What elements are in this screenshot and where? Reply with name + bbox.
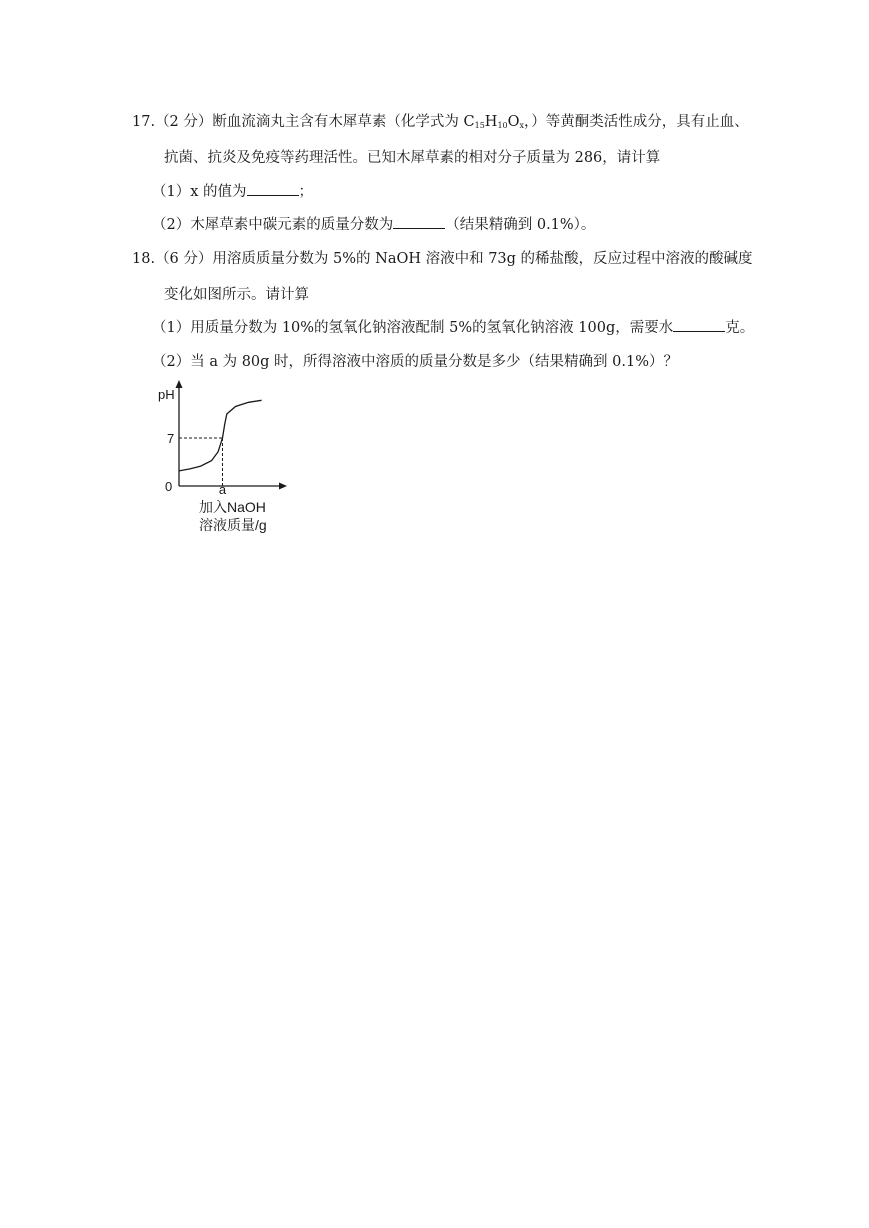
y-tick-7: 7	[167, 431, 175, 446]
q17-subq1: （1）x 的值为 ；	[152, 184, 314, 200]
y-axis-arrow	[176, 380, 183, 388]
answer-blank[interactable]	[673, 319, 725, 332]
x-axis-label-line1: 加入NaOH	[199, 499, 266, 515]
formula-h: H	[484, 114, 498, 130]
q18-number: 18.	[132, 251, 156, 267]
q17-line2: 抗菌、抗炎及免疫等药理活性。已知木犀草素的相对分子质量为 286，请计算	[164, 150, 661, 166]
q17-stem-a: 断血流滴丸主含有木犀草素（化学式为 C	[212, 114, 475, 130]
y-axis-label: pH	[158, 387, 175, 402]
answer-blank[interactable]	[393, 216, 445, 229]
q17-score: （2 分）	[155, 114, 213, 130]
formula-sub-o: x	[519, 121, 525, 130]
q17-subq2: （2）木犀草素中碳元素的质量分数为 （结果精确到 0.1%）。	[152, 217, 596, 233]
q18-subq1: （1）用质量分数为 10%的氢氧化钠溶液配制 5%的氢氧化钠溶液 100g，需要水 克。	[152, 320, 755, 336]
q17-stem-b: ，）等黄酮类活性成分，具有止血、	[524, 114, 749, 130]
ph-chart	[158, 378, 298, 538]
q17-line1	[132, 113, 749, 131]
q18-score: （6 分）	[155, 251, 213, 267]
x-axis-label-line2: 溶液质量/g	[199, 517, 267, 533]
x-tick-a: a	[218, 482, 227, 497]
origin-label: 0	[165, 479, 173, 494]
q18-subq2: （2）当 a 为 80g 时，所得溶液中溶质的质量分数是多少（结果精确到 0.1%）？	[152, 354, 678, 370]
answer-blank[interactable]	[247, 183, 299, 196]
ph-curve	[179, 400, 262, 471]
q18-line2: 变化如图所示。请计算	[164, 287, 309, 303]
x-axis-arrow	[279, 483, 287, 490]
q18-stem: 用溶质质量分数为 5%的 NaOH 溶液中和 73g 的稀盐酸，反应过程中溶液的酸碱度	[212, 251, 753, 267]
formula-o: O	[507, 114, 520, 130]
q18-line1	[132, 250, 753, 268]
formula-sub-c: 15	[474, 121, 485, 130]
q17-number: 17.	[132, 114, 156, 130]
formula-sub-h: 10	[497, 121, 508, 130]
